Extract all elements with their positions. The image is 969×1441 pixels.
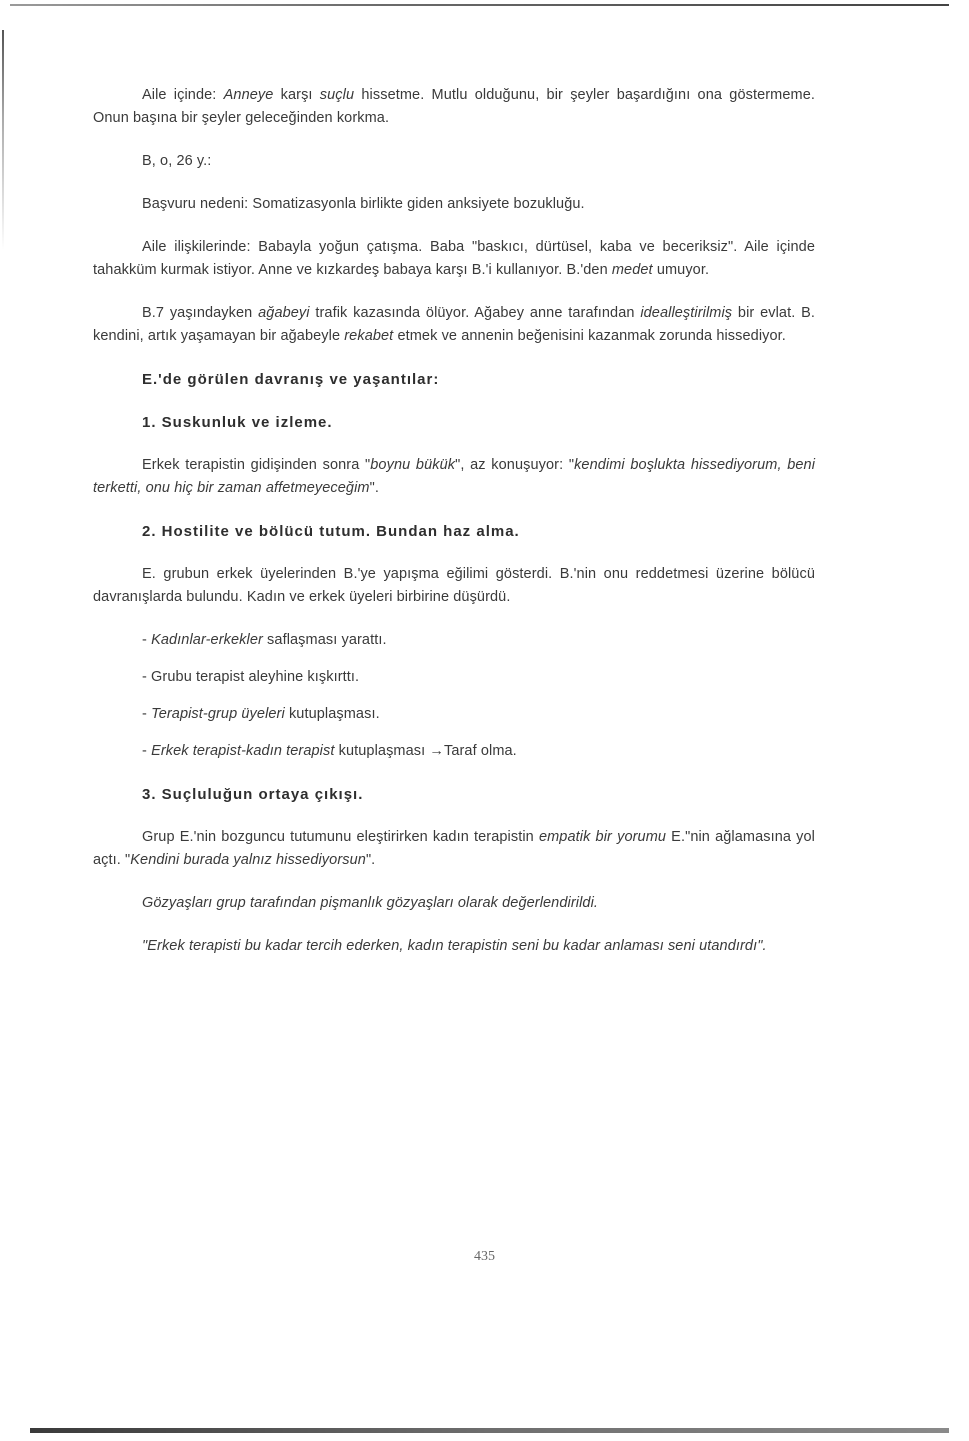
- emphasis: Kadınlar-erkekler: [151, 632, 263, 648]
- paragraph-tears: [93, 892, 815, 915]
- text-run: B.7 yaşındayken: [142, 305, 259, 321]
- text-run: - Grubu terapist aleyhine kışkırttı.: [142, 669, 360, 685]
- page-number: 435: [474, 1249, 495, 1264]
- text-run: ".: [369, 480, 379, 496]
- emphasis: ağabeyi: [258, 305, 310, 321]
- text-run: kutuplaşması.: [284, 706, 380, 722]
- text-run: bir evlat. B. kendini, artık yaşamayan bir ağabeyle: [93, 305, 816, 344]
- text-run: -: [142, 632, 152, 648]
- paragraph-family-guilt: [93, 84, 815, 130]
- subheading-3: 3. Suçluluğun ortaya çıkışı.: [142, 786, 364, 803]
- paragraph-family-relations: [93, 236, 815, 282]
- scan-top-rule: [10, 4, 949, 6]
- text-run: ".: [365, 852, 376, 868]
- paragraph-hostility: E. grubun erkek üyelerinden B.'ye yapışma eğilimi gösterdi. B.'nin onu reddetmesi üzerine bölücü davranışlarda bulundu. Kadın ve erkek üyeleri birbirine düşürdü.: [93, 566, 815, 605]
- text-run: karşı: [273, 87, 320, 103]
- case-identifier: B, o, 26 y.:: [142, 153, 212, 169]
- text-run: Aile içinde:: [142, 87, 224, 103]
- text-run: Erkek terapistin gidişinden sonra ": [142, 457, 371, 473]
- paragraph-silence: [93, 454, 815, 500]
- emphasis: idealleştirilmiş: [640, 305, 733, 321]
- emphasis: Erkek terapist-kadın terapist: [151, 743, 335, 759]
- emphasis: kendimi boşlukta hissediyorum, beni terketti, onu hiç bir zaman affetmeyeceğim: [93, 457, 816, 496]
- emphasis: Kendini burada yalnız hissediyorsun: [130, 852, 366, 868]
- paragraph-guilt-emergence: [93, 826, 815, 872]
- bullet-item: [93, 666, 815, 689]
- emphasis: boynu bükük: [370, 457, 456, 473]
- text-run: saflaşması yarattı.: [262, 632, 387, 648]
- text-run: hissetme. Mutlu olduğunu, bir şeyler başardığını ona göstermeme. Onun başına bir şeyler geleceğinden korkma.: [93, 87, 815, 126]
- emphasis: medet: [611, 262, 653, 278]
- bullet-item: [93, 740, 815, 763]
- text-run: kutuplaşması →Taraf olma.: [334, 743, 517, 759]
- text-run: -: [142, 706, 152, 722]
- emphasis: empatik bir yorumu: [538, 829, 667, 845]
- emphasis: suçlu: [319, 87, 355, 103]
- text-run: ", az konuşuyor: ": [455, 457, 575, 473]
- emphasis: rekabet: [344, 328, 394, 344]
- paragraph-quote: [93, 935, 815, 958]
- subheading-1: 1. Suskunluk ve izleme.: [142, 414, 333, 431]
- bullet-item: [93, 703, 815, 726]
- emphasis: Terapist-grup üyeleri: [151, 706, 285, 722]
- text-run: E."nin ağlamasına yol açtı. ": [93, 829, 816, 868]
- text-run: umuyor.: [652, 262, 710, 278]
- section-heading: E.'de görülen davranış ve yaşantılar:: [142, 371, 440, 388]
- text-run: -: [142, 743, 152, 759]
- scan-bottom-rule: [30, 1428, 949, 1433]
- emphasis: "Erkek terapisti bu kadar tercih ederken, kadın terapistin seni bu kadar anlaması seni utandırdı".: [142, 938, 767, 954]
- paragraph-referral-reason: Başvuru nedeni: Somatizasyonla birlikte giden anksiyete bozukluğu.: [142, 196, 585, 212]
- scan-left-edge: [2, 30, 4, 250]
- emphasis: Gözyaşları grup tarafından pişmanlık gözyaşları olarak değerlendirildi.: [142, 895, 599, 911]
- page-body: [93, 84, 815, 958]
- paragraph-brother-accident: [93, 302, 815, 348]
- text-run: Aile ilişkilerinde: Babayla yoğun çatışma. Baba "baskıcı, dürtüsel, kaba ve beceriksiz". Aile içinde tahakküm kurmak istiyor. Anne ve kızkardeş babaya karşı B.'i kullanıyor. B.'den: [93, 239, 815, 278]
- bullet-item: [93, 629, 815, 652]
- subheading-2: 2. Hostilite ve bölücü tutum. Bundan haz alma.: [142, 523, 520, 540]
- text-run: etmek ve annenin beğenisini kazanmak zorunda hissediyor.: [393, 328, 786, 344]
- emphasis: Anneye: [223, 87, 274, 103]
- text-run: trafik kazasında ölüyor. Ağabey anne tarafından: [309, 305, 641, 321]
- text-run: Grup E.'nin bozguncu tutumunu eleştirirken kadın terapistin: [142, 829, 539, 845]
